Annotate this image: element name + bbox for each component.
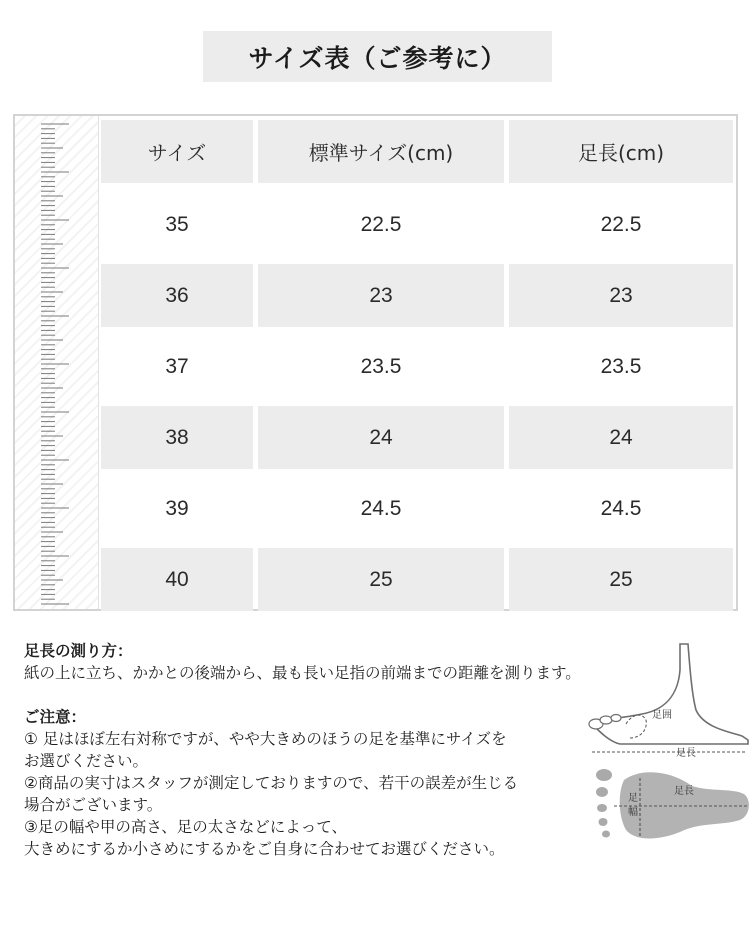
note-line: ① 足はほぼ左右対称ですが、やや大きめのほうの足を基準にサイズを — [24, 730, 507, 748]
table-cell: 24 — [509, 406, 733, 469]
note-line: ②商品の実寸はスタッフが測定しておりますので、若干の誤差が生じる — [24, 774, 519, 792]
header-foot-length: 足長(cm) — [509, 120, 733, 183]
footprint-toe — [596, 769, 612, 781]
width-label: 足幅 — [628, 793, 638, 818]
size-table — [13, 114, 738, 611]
girth-label: 足囲 — [652, 710, 672, 721]
ruler-ticks — [15, 116, 99, 609]
table-cell: 24.5 — [600, 496, 642, 520]
foot-diagram — [580, 640, 750, 910]
table-cell: 35 — [165, 212, 189, 236]
footprint-toe — [599, 818, 608, 826]
notes-section — [24, 640, 664, 860]
note-line: 場合がございます。 — [24, 796, 163, 814]
note-line: 大きめにするか小さめにするかをご自身に合わせてお選びください。 — [24, 840, 505, 858]
table-cell: 22.5 — [600, 212, 642, 236]
table-cell: 23 — [509, 264, 733, 327]
table-cell: 23.5 — [360, 354, 402, 378]
table-cell: 23 — [258, 264, 504, 327]
table-cell: 25 — [509, 548, 733, 611]
note-line: お選びください。 — [24, 752, 149, 770]
table-cell: 36 — [101, 264, 253, 327]
table-cell: 23.5 — [600, 354, 642, 378]
table-cell: 40 — [101, 548, 253, 611]
page-title: サイズ表（ご参考に） — [203, 31, 552, 82]
table-cell: 22.5 — [360, 212, 402, 236]
footprint-toe — [596, 787, 608, 797]
notes-heading: ご注意： — [24, 708, 87, 726]
length-label-top: 足長 — [676, 748, 696, 759]
measure-heading: 足長の測り方： — [24, 642, 133, 660]
table-cell: 24 — [258, 406, 504, 469]
footprint-toe — [597, 804, 607, 812]
table-cell: 39 — [165, 496, 189, 520]
ruler-decoration — [15, 116, 99, 609]
table-cell: 25 — [258, 548, 504, 611]
header-standard-size: 標準サイズ(cm) — [258, 120, 504, 183]
table-cell: 37 — [165, 354, 189, 378]
foot-measurement-illustration — [580, 640, 750, 910]
table-cell: 24.5 — [360, 496, 402, 520]
foot-side-outline — [594, 644, 748, 744]
table-cell: 38 — [101, 406, 253, 469]
toe-shape — [600, 716, 612, 724]
footprint-toe — [602, 831, 610, 838]
length-label-bottom: 足長 — [674, 786, 694, 797]
measure-text: 紙の上に立ち、かかとの後端から、最も長い足指の前端までの距離を測ります。 — [24, 664, 581, 682]
note-line: ③足の幅や甲の高さ、足の太さなどによって、 — [24, 818, 347, 836]
header-size: サイズ — [101, 120, 253, 183]
toe-shape — [611, 715, 621, 722]
